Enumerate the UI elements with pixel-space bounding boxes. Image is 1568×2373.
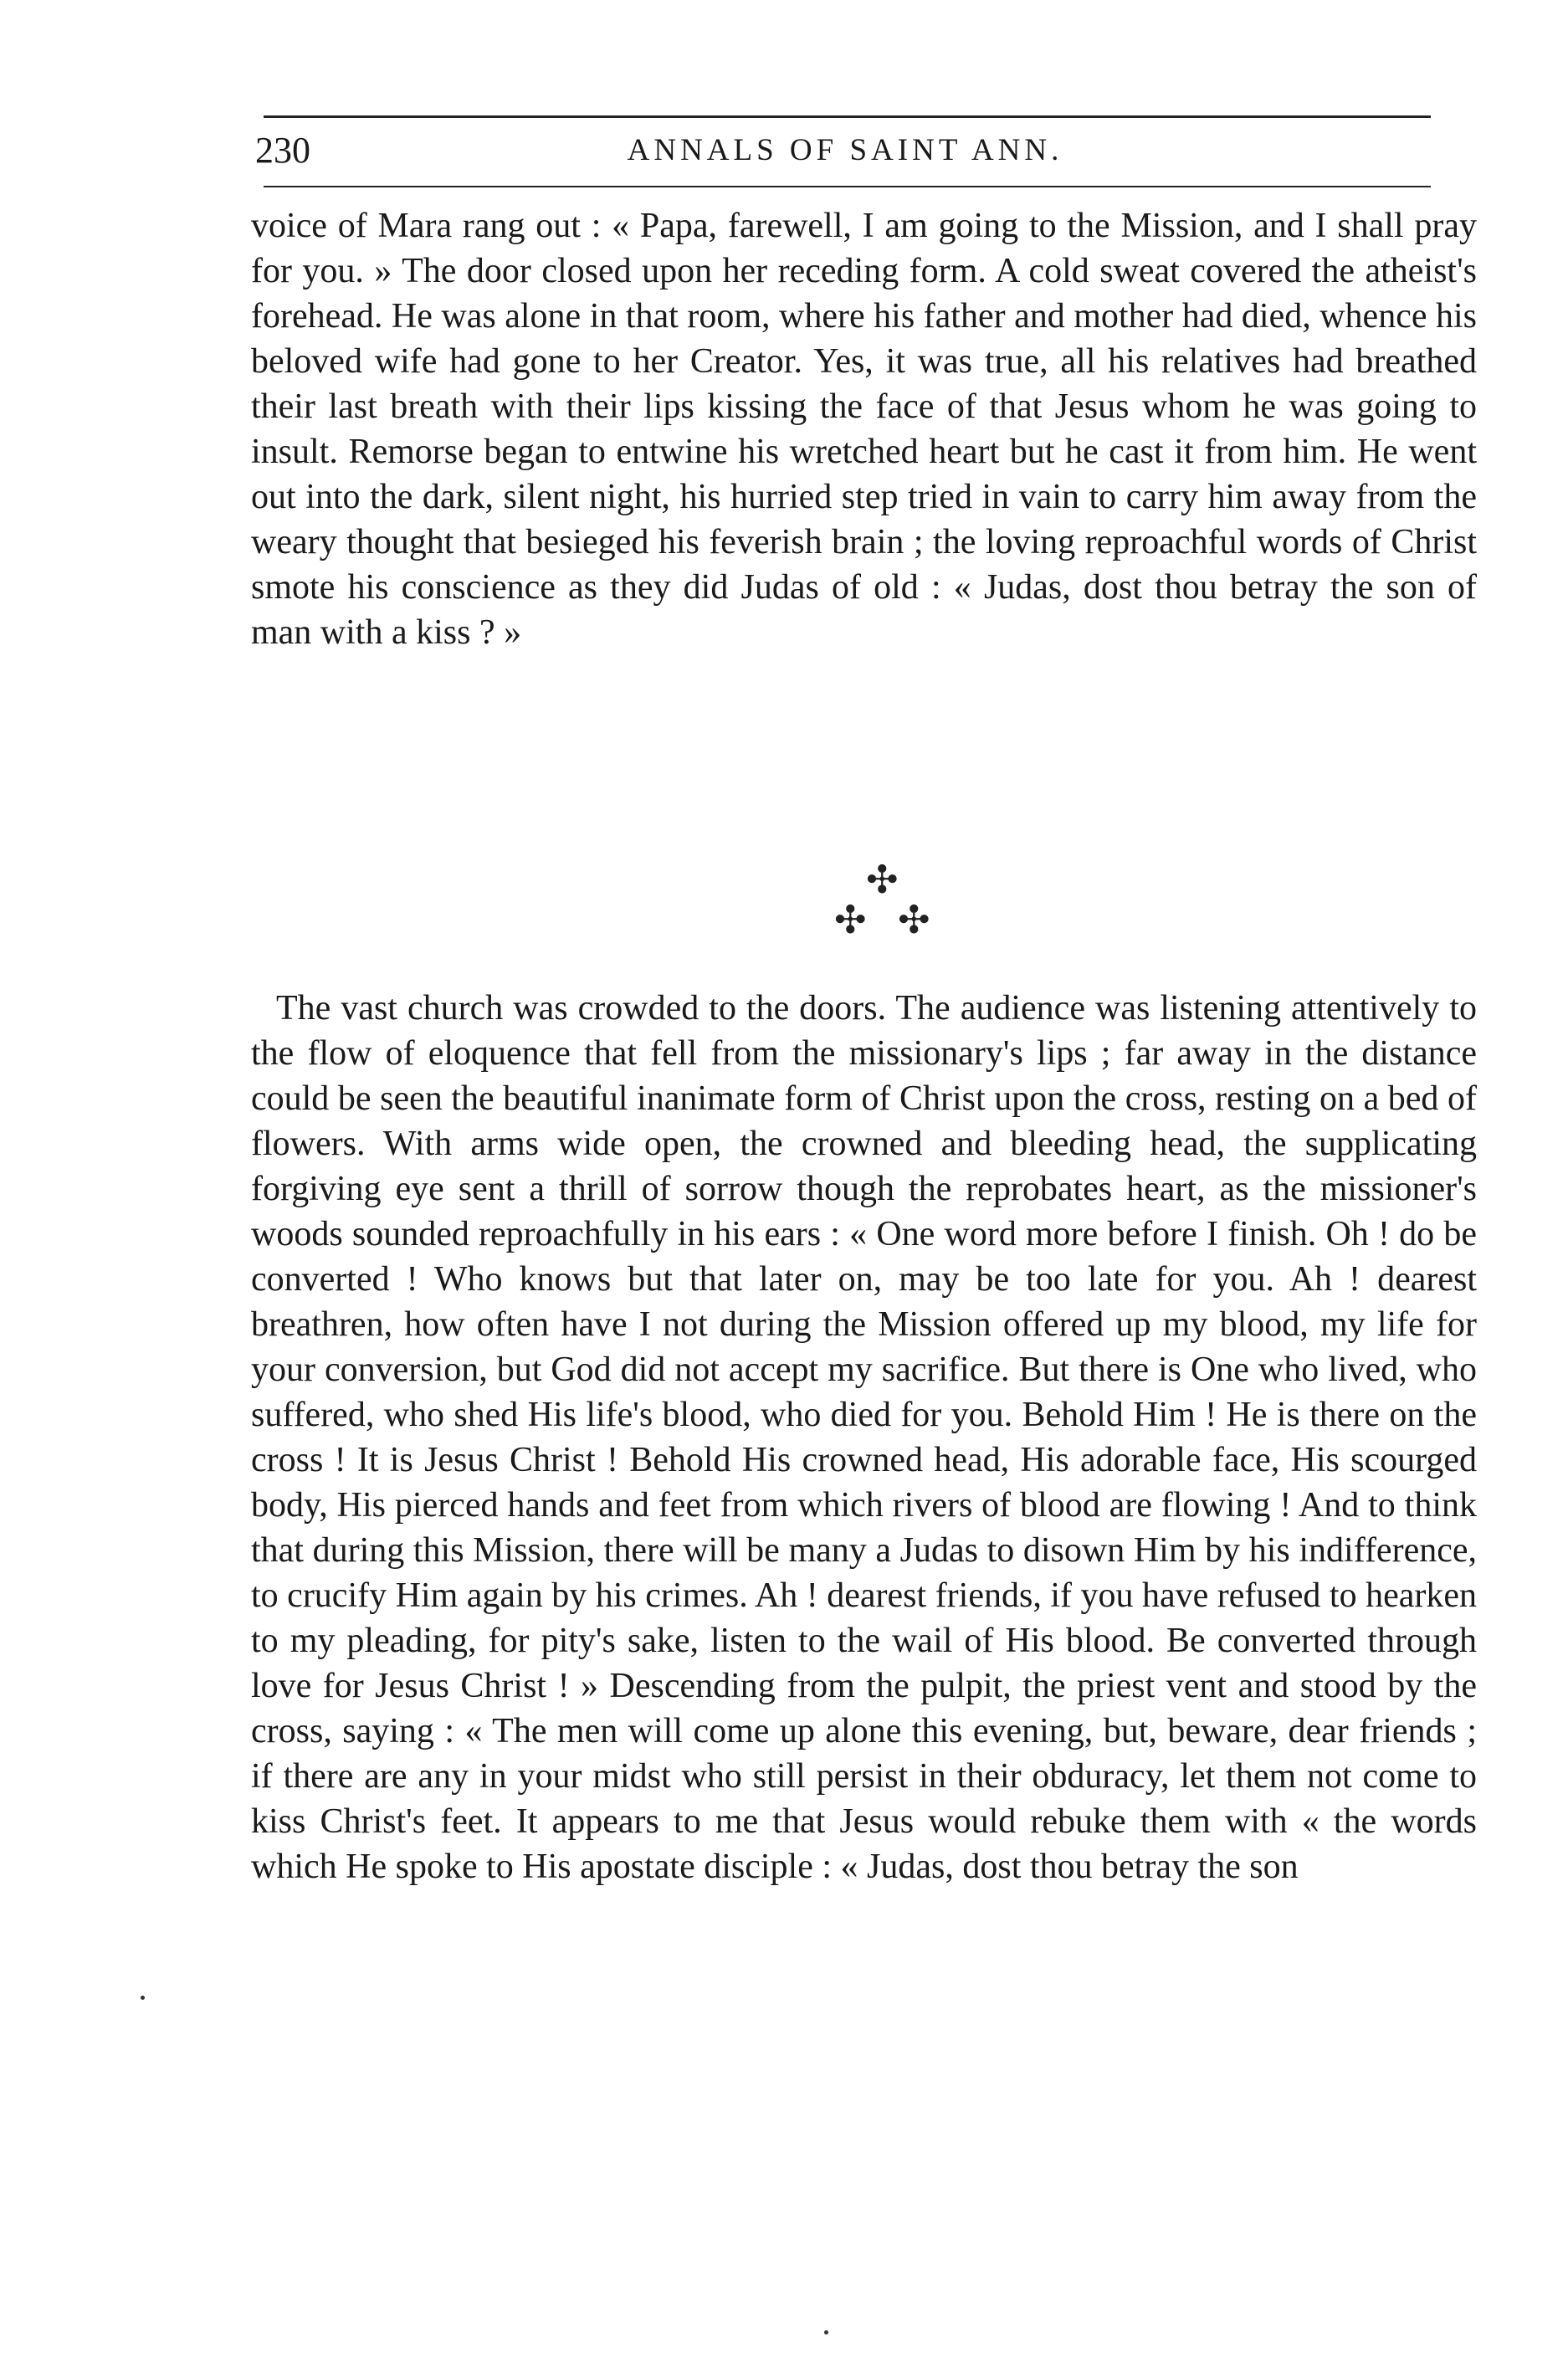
text-block-new-section [251, 986, 1477, 1889]
section-ornament [826, 857, 943, 952]
page-number: 230 [255, 130, 310, 171]
paragraph: voice of Mara rang out : « Papa, farewell, I am going to the Mission, and I shall pray for you. » The door closed upon her receding form. A cold sweat covered the atheist's forehead. He was alone in that room, where his father and mother had died, whence his beloved wife had gone to her Creator. Yes, it was true, all his relatives had breathed their last breath with their lips kissing the face of that Jesus whom he was going to insult. Remorse began to entwine his wretched heart but he cast it from him. He went out into the dark, silent night, his hurried step tried in vain to carry him away from the weary thought that besieged his feverish brain ; the loving reproachful words of Christ smote his conscience as they did Judas of old : « Judas, dost thou betray the son of man with a kiss ? » [251, 207, 1477, 652]
running-title: ANNALS OF SAINT ANN. [627, 133, 1063, 167]
header-rule-bottom [264, 186, 1431, 187]
ornament-cross-icon: ✣ [834, 897, 867, 942]
header-rule-top [264, 115, 1431, 118]
paragraph: The vast church was crowded to the doors. The audience was listening attentively to the flow of eloquence that fell from the missionary's lips ; far away in the distance could be seen the beautiful inanimate form of Christ upon the cross, resting on a bed of flowers. With arms wide open, the crowned and bleeding head, the supplicating forgiving eye sent a thrill of sorrow though the reprobates heart, as the missioner's woods sounded reproachfully in his ears : « One word more before I finish. Oh ! do be converted ! Who knows but that later on, may be too late for you. Ah ! dearest breathren, how often have I not during the Mission offered up my blood, my life for your conversion, but God did not accept my sacrifice. But there is One who lived, who suffered, who shed His life's blood, who died for you. Behold Him ! He is there on the cross ! It is Jesus Christ ! Behold His crowned head, His adorable face, His scourged body, His pierced hands and feet from which rivers of blood are flowing ! And to think that during this Mission, there will be many a Judas to disown Him by his indifference, to crucify Him again by his crimes. Ah ! dearest friends, if you have refused to hearken to my pleading, for pity's sake, listen to the wail of His blood. Be converted through love for Jesus Christ ! » Descending from the pulpit, the priest vent and stood by the cross, saying : « The men will come up alone this evening, but, beware, dear friends ; if there are any in your midst who still persist in their obduracy, let them not come to kiss Christ's feet. It appears to me that Jesus would rebuke them with « the words which He spoke to His apostate disciple : « Judas, dost thou betray the son [251, 989, 1477, 1886]
text-block-continuation [251, 203, 1477, 655]
print-speck [824, 2330, 828, 2335]
page-header [255, 126, 1435, 176]
ornament-cross-icon: ✣ [898, 897, 930, 942]
print-speck [141, 1996, 145, 2000]
ornament-cross-icon: ✣ [866, 857, 899, 902]
